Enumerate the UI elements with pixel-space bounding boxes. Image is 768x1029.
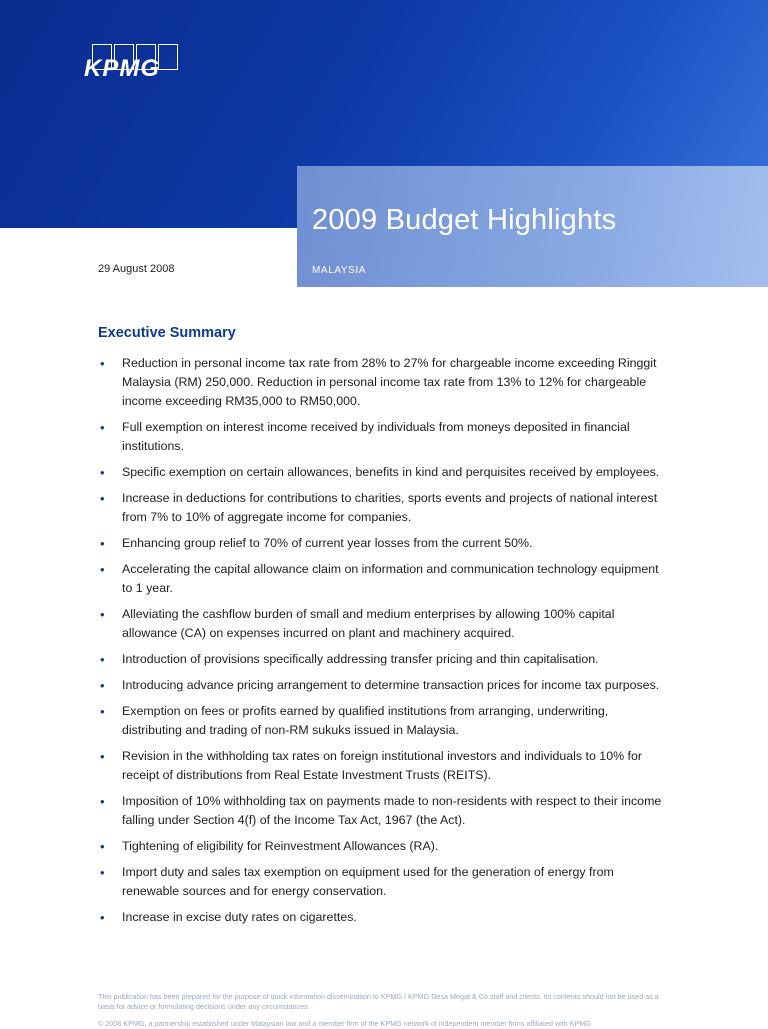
country-label: MALAYSIA bbox=[312, 265, 367, 276]
list-item: • Increase in deductions for contributions to charities, sports events and projects of national interest from 7% to 10% of aggregate income for companies. bbox=[98, 489, 664, 527]
list-item: • Exemption on fees or profits earned by qualified institutions from arranging, underwriting, distributing and trading of non-RM sukuks issued in Malaysia. bbox=[98, 702, 664, 740]
publication-date: 29 August 2008 bbox=[98, 263, 175, 275]
list-item: • Reduction in personal income tax rate from 28% to 27% for chargeable income exceeding Ringgit Malaysia (RM) 250,000. Reduction in personal income tax rate from 13% to 12% for chargeable income exceeding RM35,000 to RM50,000. bbox=[98, 354, 664, 411]
logo-box bbox=[158, 44, 178, 70]
list-item: • Specific exemption on certain allowances, benefits in kind and perquisites received by employees. bbox=[98, 463, 664, 482]
list-item: • Enhancing group relief to 70% of current year losses from the current 50%. bbox=[98, 534, 664, 553]
list-item: • Tightening of eligibility for Reinvestment Allowances (RA). bbox=[98, 837, 664, 856]
list-item: • Accelerating the capital allowance claim on information and communication technology equipment to 1 year. bbox=[98, 560, 664, 598]
logo-text: KPMG bbox=[84, 55, 160, 82]
footer-disclaimer: This publication has been prepared for the purpose of quick information dissemination to KPMG / KPMG Desa Megat & Co staff and clients. Its contents should not be used as a basis for advice or formulating decisions under any circumstances. bbox=[98, 992, 659, 1011]
list-item: • Introduction of provisions specifically addressing transfer pricing and thin capitalisation. bbox=[98, 650, 664, 669]
summary-list bbox=[98, 354, 664, 934]
page-title: 2009 Budget Highlights bbox=[312, 204, 617, 236]
list-item: • Full exemption on interest income received by individuals from moneys deposited in financial institutions. bbox=[98, 418, 664, 456]
list-item: • Imposition of 10% withholding tax on payments made to non-residents with respect to their income falling under Section 4(f) of the Income Tax Act, 1967 (the Act). bbox=[98, 792, 664, 830]
list-item: • Import duty and sales tax exemption on equipment used for the generation of energy from renewable sources and for energy conservation. bbox=[98, 863, 664, 901]
kpmg-logo bbox=[84, 44, 184, 88]
list-item: • Increase in excise duty rates on cigarettes. bbox=[98, 908, 664, 927]
footer-copyright: © 2008 KPMG, a partnership established under Malaysian law and a member firm of the KPMG network of independent member firms affiliated with KPMG bbox=[98, 1019, 591, 1028]
list-item: • Introducing advance pricing arrangement to determine transaction prices for income tax purposes. bbox=[98, 676, 664, 695]
list-item: • Alleviating the cashflow burden of small and medium enterprises by allowing 100% capital allowance (CA) on expenses incurred on plant and machinery acquired. bbox=[98, 605, 664, 643]
section-heading: Executive Summary bbox=[98, 325, 236, 341]
list-item: • Revision in the withholding tax rates on foreign institutional investors and individuals to 10% for receipt of distributions from Real Estate Investment Trusts (REITS). bbox=[98, 747, 664, 785]
